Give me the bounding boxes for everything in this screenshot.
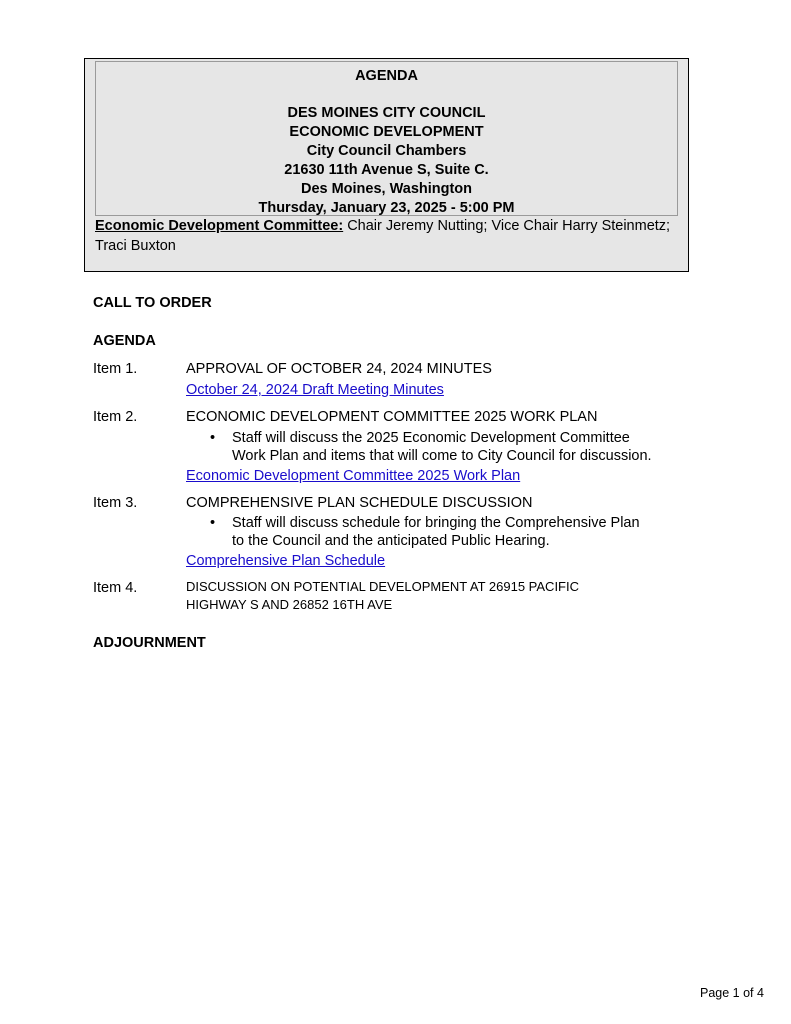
city: Des Moines, Washington: [300, 181, 473, 197]
agenda-header-box: [84, 58, 689, 272]
meeting-datetime: Thursday, January 23, 2025 - 5:00 PM: [258, 200, 515, 216]
item-4-label: Item 4.: [93, 580, 138, 596]
item-2-work-plan-link[interactable]: Economic Development Committee 2025 Work Plan: [186, 468, 521, 484]
committee-members-list: Chair Jeremy Nutting; Vice Chair Harry Steinmetz; Traci Buxton: [95, 218, 671, 254]
address: 21630 11th Avenue S, Suite C.: [284, 162, 489, 178]
item-1-title: APPROVAL OF OCTOBER 24, 2024 MINUTES: [186, 361, 492, 377]
committee-name: ECONOMIC DEVELOPMENT: [289, 124, 484, 140]
agenda-heading: AGENDA: [355, 68, 418, 84]
header-title-block: [95, 61, 678, 216]
page-number: Page 1 of 4: [700, 986, 764, 1000]
item-1-label: Item 1.: [93, 361, 138, 377]
item-3-bullet-line-2: to the Council and the anticipated Public Hearing.: [232, 533, 550, 549]
call-to-order-heading: CALL TO ORDER: [93, 295, 212, 311]
venue: City Council Chambers: [306, 143, 467, 159]
agenda-section-heading: AGENDA: [93, 333, 156, 349]
committee-members: [95, 216, 675, 256]
bullet-icon: •: [210, 515, 216, 531]
item-2-title: ECONOMIC DEVELOPMENT COMMITTEE 2025 WORK PLAN: [186, 409, 598, 425]
item-3-schedule-link[interactable]: Comprehensive Plan Schedule: [186, 553, 386, 569]
item-2-label: Item 2.: [93, 409, 138, 425]
item-4-title-line-2: HIGHWAY S AND 26852 16TH AVE: [186, 597, 393, 612]
adjournment-heading: ADJOURNMENT: [93, 635, 206, 651]
item-2-bullet-line-1: Staff will discuss the 2025 Economic Development Committee: [232, 430, 630, 446]
item-1-minutes-link[interactable]: October 24, 2024 Draft Meeting Minutes: [186, 382, 444, 398]
committee-members-label: Economic Development Committee:: [95, 218, 344, 234]
item-3-title: COMPREHENSIVE PLAN SCHEDULE DISCUSSION: [186, 495, 533, 511]
council-name: DES MOINES CITY COUNCIL: [287, 105, 486, 121]
item-3-label: Item 3.: [93, 495, 138, 511]
item-4-title-line-1: DISCUSSION ON POTENTIAL DEVELOPMENT AT 26915 PACIFIC: [186, 579, 579, 594]
item-3-bullet-line-1: Staff will discuss schedule for bringing the Comprehensive Plan: [232, 515, 640, 531]
item-2-bullet-line-2: Work Plan and items that will come to City Council for discussion.: [232, 448, 652, 464]
bullet-icon: •: [210, 430, 216, 446]
